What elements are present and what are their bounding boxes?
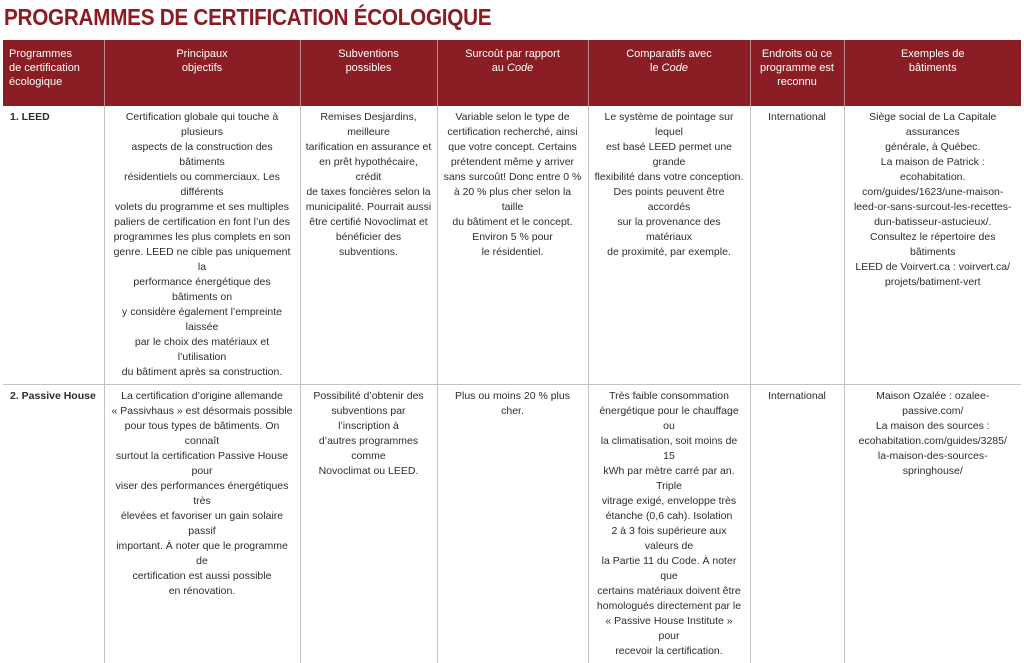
objectifs-cell (104, 385, 300, 663)
cell-line: d’autres programmes comme (306, 434, 432, 464)
cell-line: résidentiels ou commerciaux. Les différents (110, 170, 295, 200)
cell-line: sur la provenance des matériaux (594, 215, 745, 245)
cell-line: International (756, 389, 839, 404)
cell-line: certains matériaux doivent être (594, 584, 745, 599)
cell-line: est basé LEED permet une grande (594, 140, 745, 170)
cell-line: en rénovation. (110, 584, 295, 599)
exemples-cell (844, 385, 1021, 663)
cell-line: aspects de la construction des bâtiments (110, 140, 295, 170)
cell-line: la Partie 11 du Code. À noter que (594, 554, 745, 584)
cell-line: pour tous types de bâtiments. On connaît (110, 419, 295, 449)
cell-line: Environ 5 % pour (443, 230, 583, 245)
cell-line: ecohabitation.com/guides/3285/ (850, 434, 1017, 449)
cell-line: la-maison-des-sources- (850, 449, 1017, 464)
header-exemples: Exemples de bâtiments (844, 40, 1021, 106)
cell-line: du bâtiment et le concept. (443, 215, 583, 230)
cell-line: kWh par mètre carré par an. Triple (594, 464, 745, 494)
cell-line: générale, à Québec. (850, 140, 1017, 155)
cell-line: viser des performances énergétiques très (110, 479, 295, 509)
cell-line: Des points peuvent être accordés (594, 185, 745, 215)
cell-line: Remises Desjardins, meilleure (306, 110, 432, 140)
cell-line: Certification globale qui touche à plusieurs (110, 110, 295, 140)
cell-line: Très faible consommation (594, 389, 745, 404)
cell-line: La maison des sources : (850, 419, 1017, 434)
table-row (3, 385, 1021, 663)
cell-line: le résidentiel. (443, 245, 583, 260)
cell-line: de proximité, par exemple. (594, 245, 745, 260)
comparatifs-cell (588, 385, 750, 663)
surcout-cell (437, 106, 588, 385)
cell-line: que votre concept. Certains (443, 140, 583, 155)
program-name: 1. LEED (3, 106, 104, 385)
cell-line: La maison de Patrick : ecohabitation. (850, 155, 1017, 185)
table-header-row (3, 40, 1021, 106)
cell-line: Possibilité d’obtenir des (306, 389, 432, 404)
objectifs-cell (104, 106, 300, 385)
header-objectifs: Principaux objectifs (104, 40, 300, 106)
cell-line: en prêt hypothécaire, crédit (306, 155, 432, 185)
header-comparatifs: Comparatifs avec le Code (588, 40, 750, 106)
cell-line: surtout la certification Passive House pour (110, 449, 295, 479)
cell-line: Plus ou moins 20 % plus cher. (443, 389, 583, 419)
cell-line: LEED de Voirvert.ca : voirvert.ca/ (850, 260, 1017, 275)
cell-line: Le système de pointage sur lequel (594, 110, 745, 140)
header-surcout: Surcoût par rapport au Code (437, 40, 588, 106)
page-title: PROGRAMMES DE CERTIFICATION ÉCOLOGIQUE (4, 4, 491, 31)
cell-line: La certification d’origine allemande (110, 389, 295, 404)
header-programmes: Programmes de certification écologique (3, 40, 104, 106)
cell-line: sans surcoût! Donc entre 0 % (443, 170, 583, 185)
cell-line: volets du programme et ses multiples (110, 200, 295, 215)
cell-line: Siège social de La Capitale assurances (850, 110, 1017, 140)
cell-line: genre. LEED ne cible pas uniquement la (110, 245, 295, 275)
cell-line: certification est aussi possible (110, 569, 295, 584)
cell-line: programmes les plus complets en son (110, 230, 295, 245)
certification-table (3, 40, 1021, 562)
cell-line: Variable selon le type de (443, 110, 583, 125)
exemples-cell (844, 106, 1021, 385)
cell-line: énergétique pour le chauffage ou (594, 404, 745, 434)
cell-line: leed-or-sans-surcout-les-recettes- (850, 200, 1017, 215)
cell-line: certification recherché, ainsi (443, 125, 583, 140)
endroits-cell (750, 106, 844, 385)
cell-line: paliers de certification en font l’un des (110, 215, 295, 230)
cell-line: y considère également l’empreinte laissée (110, 305, 295, 335)
cell-line: Novoclimat ou LEED. (306, 464, 432, 479)
cell-line: être certifié Novoclimat et (306, 215, 432, 230)
subventions-cell (300, 106, 437, 385)
cell-line: important. À noter que le programme de (110, 539, 295, 569)
cell-line: « Passivhaus » est désormais possible (110, 404, 295, 419)
cell-line: du bâtiment après sa construction. (110, 365, 295, 380)
cell-line: projets/batiment-vert (850, 275, 1017, 290)
cell-line: de taxes foncières selon la (306, 185, 432, 200)
comparatifs-cell (588, 106, 750, 385)
cell-line: à 20 % plus cher selon la taille (443, 185, 583, 215)
cell-line: tarification en assurance et (306, 140, 432, 155)
cell-line: vitrage exigé, enveloppe très (594, 494, 745, 509)
endroits-cell (750, 385, 844, 663)
cell-line: élevées et favoriser un gain solaire passif (110, 509, 295, 539)
cell-line: homologués directement par le (594, 599, 745, 614)
table-body (3, 106, 1021, 663)
cell-line: bénéficier des subventions. (306, 230, 432, 260)
cell-line: « Passive House Institute » pour (594, 614, 745, 644)
cell-line: étanche (0,6 cah). Isolation (594, 509, 745, 524)
cell-line: performance énergétique des bâtiments on (110, 275, 295, 305)
cell-line: subventions par l’inscription à (306, 404, 432, 434)
cell-line: dun-batisseur-astucieux/. (850, 215, 1017, 230)
program-name: 2. Passive House (3, 385, 104, 663)
cell-line: par le choix des matériaux et l’utilisation (110, 335, 295, 365)
header-endroits: Endroits où ce programme est reconnu (750, 40, 844, 106)
table-row (3, 106, 1021, 385)
header-subventions: Subventions possibles (300, 40, 437, 106)
cell-line: springhouse/ (850, 464, 1017, 479)
cell-line: com/guides/1623/une-maison- (850, 185, 1017, 200)
subventions-cell (300, 385, 437, 663)
cell-line: prétendent même y arriver (443, 155, 583, 170)
cell-line: Maison Ozalée : ozalee-passive.com/ (850, 389, 1017, 419)
certification-table-grid (3, 40, 1021, 663)
cell-line: flexibilité dans votre conception. (594, 170, 745, 185)
cell-line: la climatisation, soit moins de 15 (594, 434, 745, 464)
cell-line: recevoir la certification. (594, 644, 745, 659)
surcout-cell (437, 385, 588, 663)
cell-line: municipalité. Pourrait aussi (306, 200, 432, 215)
cell-line: Consultez le répertoire des bâtiments (850, 230, 1017, 260)
cell-line: International (756, 110, 839, 125)
cell-line: 2 à 3 fois supérieure aux valeurs de (594, 524, 745, 554)
